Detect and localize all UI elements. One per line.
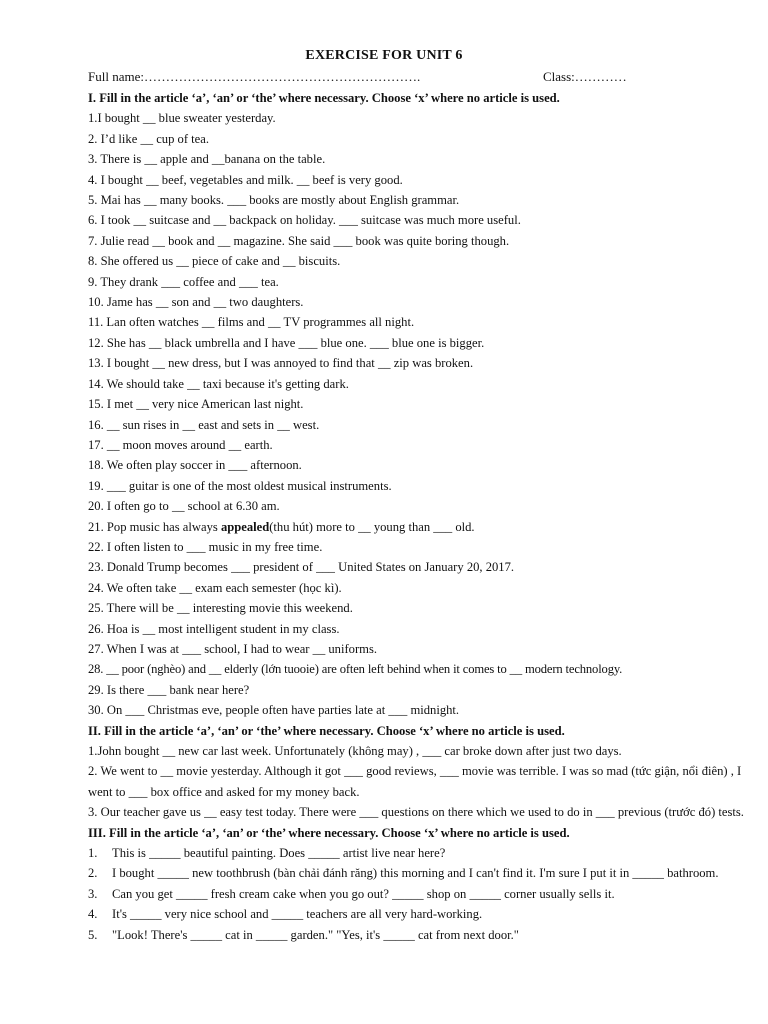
exercise-item-21: [88, 517, 750, 537]
item-text: This is _____ beautiful painting. Does _____ artist live near here?: [112, 846, 446, 861]
exercise-item: 24. We often take __ exam each semester (học kì).: [88, 580, 342, 595]
item-text: "Look! There's _____ cat in _____ garden." "Yes, it's _____ cat from next door.": [112, 927, 519, 942]
section-2-heading: II. Fill in the article ‘a’, ‘an’ or ‘the’ where necessary. Choose ‘x’ where no article is used.: [88, 723, 565, 738]
exercise-item: 17. __ moon moves around __ earth.: [88, 437, 273, 452]
item-number: 4.: [88, 907, 98, 922]
exercise-item: 13. I bought __ new dress, but I was annoyed to find that __ zip was broken.: [88, 356, 474, 371]
exercise-item: 11. Lan often watches __ films and __ TV programmes all night.: [88, 315, 415, 330]
exercise-item: 15. I met __ very nice American last night.: [88, 397, 304, 412]
exercise-item: 10. Jame has __ son and __ two daughters.: [88, 295, 304, 310]
exercise-item: 4. I bought __ beef, vegetables and milk. __ beef is very good.: [88, 172, 403, 187]
exercise-item: 14. We should take __ taxi because it's getting dark.: [88, 376, 349, 391]
exercise-item: 2. We went to __ movie yesterday. Although it got ___ good reviews, ___ movie was terrible. I was so mad (tức giận, nổi điên) , I went to ___ box office and asked for my money back.: [88, 764, 742, 799]
item-text: Can you get _____ fresh cream cake when you go out? _____ shop on _____ corner usually sells it.: [112, 886, 615, 901]
exercise-item: 26. Hoa is __ most intelligent student in my class.: [88, 621, 340, 636]
student-info-line: [88, 69, 748, 87]
page-title: EXERCISE FOR UNIT 6: [305, 48, 463, 63]
exercise-item: 9. They drank ___ coffee and ___ tea.: [88, 274, 279, 289]
exercise-item: 3. Our teacher gave us __ easy test today. There were ___ questions on there which we used to do in ___ previous (trước đó) tests.: [88, 805, 744, 820]
item-text: It's _____ very nice school and _____ teachers are all very hard-working.: [112, 907, 483, 922]
section-1-heading: I. Fill in the article ‘a’, ‘an’ or ‘the’ where necessary. Choose ‘x’ where no article is used.: [88, 91, 560, 105]
exercise-item: 6. I took __ suitcase and __ backpack on holiday. ___ suitcase was much more useful.: [88, 213, 521, 228]
numbered-item: [88, 884, 750, 904]
section-3-heading: III. Fill in the article ‘a’, ‘an’ or ‘the’ where necessary. Choose ‘x’ where no article is used.: [88, 825, 570, 840]
item-21-end: (thu hút) more to __ young than ___ old.: [269, 519, 475, 534]
exercise-item: 23. Donald Trump becomes ___ president of ___ United States on January 20, 2017.: [88, 560, 515, 575]
exercise-item: 1.I bought __ blue sweater yesterday.: [88, 111, 276, 126]
numbered-item: [88, 843, 750, 863]
item-number: 5.: [88, 927, 98, 942]
item-21-keyword: appealed: [220, 519, 270, 534]
class-field: Class:…………: [543, 69, 627, 84]
numbered-item: [88, 863, 750, 883]
full-name-field: Full name:……………………………………………………….: [88, 69, 421, 84]
numbered-item: [88, 925, 750, 945]
item-text: I bought _____ new toothbrush (bàn chải đánh răng) this morning and I can't find it. I'm sure I put it in _____ bathroom.: [112, 866, 719, 881]
exercise-item: 28. __ poor (nghèo) and __ elderly (lớn tuooie) are often left behind when it comes to __ modern technology.: [88, 662, 623, 677]
exercise-item: 30. On ___ Christmas eve, people often have parties late at ___ midnight.: [88, 703, 460, 718]
exercise-item: 29. Is there ___ bank near here?: [88, 682, 250, 697]
exercise-content: [88, 88, 750, 945]
exercise-item: 19. ___ guitar is one of the most oldest musical instruments.: [88, 478, 392, 493]
item-number: 1.: [88, 846, 98, 861]
item-21-start: 21. Pop music has always: [88, 519, 221, 534]
exercise-item: 2. I’d like __ cup of tea.: [88, 131, 209, 146]
item-number: 3.: [88, 886, 98, 901]
exercise-item: 22. I often listen to ___ music in my free time.: [88, 539, 323, 554]
exercise-item: 25. There will be __ interesting movie this weekend.: [88, 601, 353, 616]
exercise-item: 3. There is __ apple and __banana on the table.: [88, 152, 326, 167]
exercise-item: 12. She has __ black umbrella and I have ___ blue one. ___ blue one is bigger.: [88, 335, 485, 350]
item-number: 2.: [88, 866, 98, 881]
exercise-item: 27. When I was at ___ school, I had to wear __ uniforms.: [88, 641, 378, 656]
exercise-item: 20. I often go to __ school at 6.30 am.: [88, 499, 280, 514]
exercise-item: 8. She offered us __ piece of cake and __ biscuits.: [88, 254, 341, 269]
exercise-item: 18. We often play soccer in ___ afternoon.: [88, 458, 302, 473]
exercise-item: 16. __ sun rises in __ east and sets in __ west.: [88, 417, 320, 432]
exercise-item: 5. Mai has __ many books. ___ books are mostly about English grammar.: [88, 193, 460, 208]
exercise-item: 1.John bought __ new car last week. Unfortunately (không may) , ___ car broke down after just two days.: [88, 744, 622, 758]
exercise-item: 7. Julie read __ book and __ magazine. She said ___ book was quite boring though.: [88, 233, 510, 248]
numbered-item: [88, 904, 750, 924]
